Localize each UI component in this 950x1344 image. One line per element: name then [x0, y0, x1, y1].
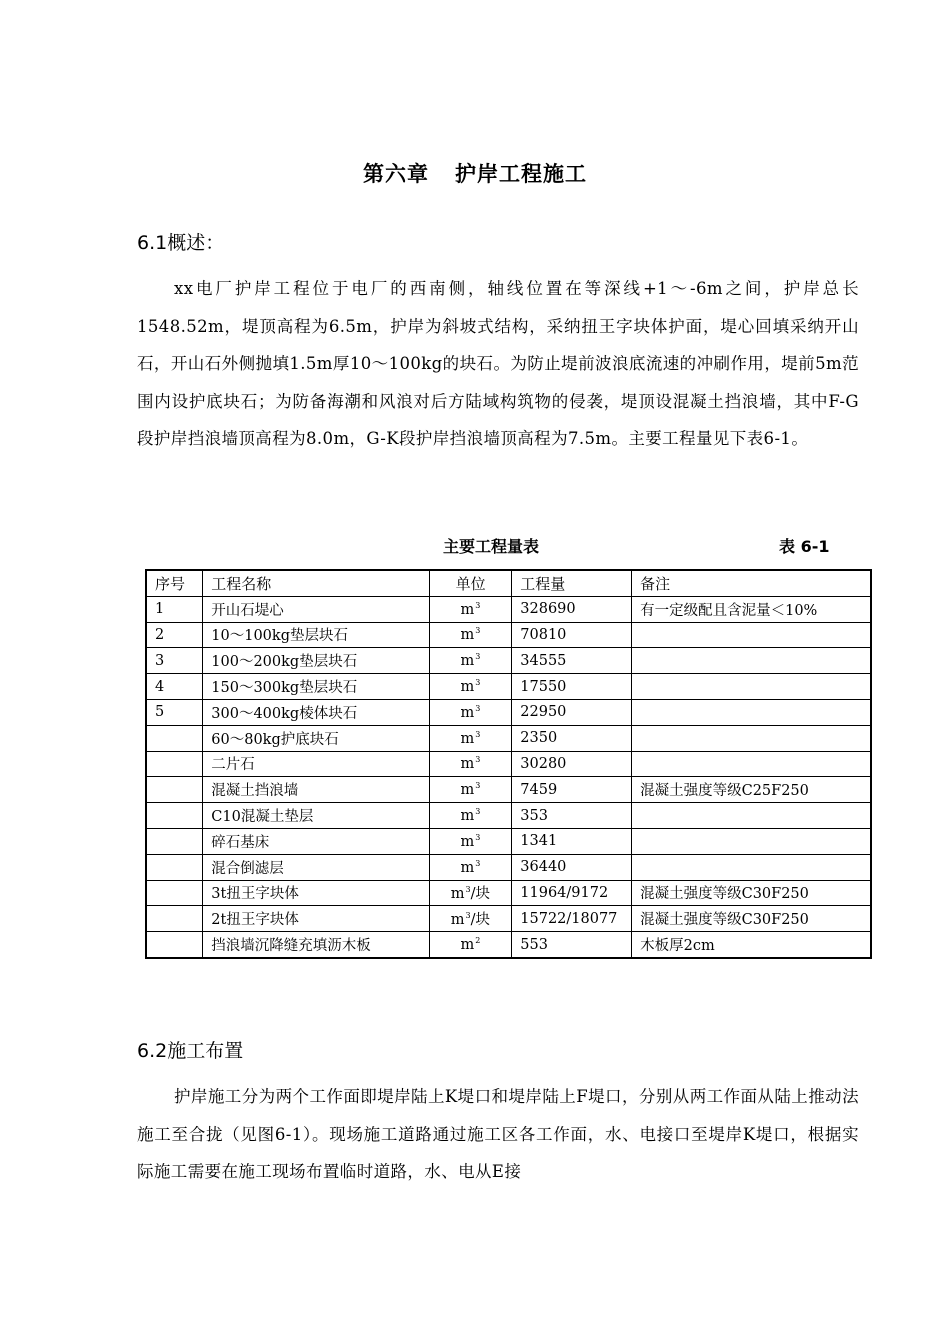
cell-quantity: 2350	[512, 725, 632, 751]
cell-quantity: 17550	[512, 674, 632, 700]
table-row	[146, 751, 871, 777]
unit-suffix: /块	[470, 886, 491, 903]
section-heading-layout: 6.2施工布置	[137, 1040, 244, 1062]
column-header-remark: 备注	[632, 570, 871, 596]
table-row	[146, 828, 871, 854]
table-row	[146, 932, 871, 958]
cell-quantity: 15722/18077	[512, 906, 632, 932]
cell-remark	[632, 622, 871, 648]
chapter-title	[0, 158, 950, 188]
table-row	[146, 854, 871, 880]
unit-exponent: 3	[475, 832, 481, 842]
unit-exponent: 3	[475, 858, 481, 868]
cell-no	[146, 725, 203, 751]
cell-no: 5	[146, 699, 203, 725]
cell-unit	[429, 777, 512, 803]
table-body	[146, 596, 871, 958]
cell-no	[146, 880, 203, 906]
unit-exponent: 3	[475, 781, 481, 791]
cell-unit	[429, 648, 512, 674]
cell-name: 10～100kg垫层块石	[203, 622, 429, 648]
cell-name: C10混凝土垫层	[203, 803, 429, 829]
table-row	[146, 906, 871, 932]
cell-quantity: 553	[512, 932, 632, 958]
cell-no	[146, 777, 203, 803]
cell-remark: 有一定级配且含泥量＜10%	[632, 596, 871, 622]
cell-name: 开山石堤心	[203, 596, 429, 622]
cell-remark	[632, 854, 871, 880]
cell-quantity: 36440	[512, 854, 632, 880]
quantities-table	[145, 569, 872, 959]
cell-quantity: 328690	[512, 596, 632, 622]
cell-unit	[429, 674, 512, 700]
unit-base: m	[460, 653, 475, 670]
chapter-name: 护岸工程施工	[455, 162, 587, 186]
cell-remark	[632, 648, 871, 674]
cell-name: 100～200kg垫层块石	[203, 648, 429, 674]
column-header-no: 序号	[146, 570, 203, 596]
cell-unit	[429, 880, 512, 906]
cell-name: 2t扭王字块体	[203, 906, 429, 932]
cell-unit	[429, 751, 512, 777]
unit-base: m	[460, 859, 475, 876]
unit-exponent: 3	[475, 678, 481, 688]
cell-unit	[429, 725, 512, 751]
cell-unit	[429, 622, 512, 648]
cell-name: 150～300kg垫层块石	[203, 674, 429, 700]
cell-unit	[429, 699, 512, 725]
cell-remark	[632, 699, 871, 725]
cell-remark: 混凝土强度等级C30F250	[632, 906, 871, 932]
cell-quantity: 22950	[512, 699, 632, 725]
unit-base: m	[460, 679, 475, 696]
unit-base: m	[460, 782, 475, 799]
unit-exponent: 3	[475, 729, 481, 739]
cell-quantity: 1341	[512, 828, 632, 854]
cell-remark: 木板厚2cm	[632, 932, 871, 958]
cell-no	[146, 854, 203, 880]
unit-base: m	[460, 937, 475, 954]
cell-name: 碎石基床	[203, 828, 429, 854]
unit-exponent: 3	[475, 703, 481, 713]
cell-quantity: 7459	[512, 777, 632, 803]
unit-base: m	[460, 704, 475, 721]
table-row	[146, 596, 871, 622]
unit-base: m	[460, 601, 475, 618]
table-header-row	[146, 570, 871, 596]
unit-base: m	[450, 886, 465, 903]
cell-unit	[429, 932, 512, 958]
column-header-name: 工程名称	[203, 570, 429, 596]
table-row	[146, 648, 871, 674]
cell-no	[146, 751, 203, 777]
cell-quantity: 34555	[512, 648, 632, 674]
unit-exponent: 3	[465, 885, 471, 895]
cell-no: 1	[146, 596, 203, 622]
unit-exponent: 3	[475, 652, 481, 662]
cell-name: 60～80kg护底块石	[203, 725, 429, 751]
unit-exponent: 3	[465, 911, 471, 921]
cell-no: 2	[146, 622, 203, 648]
unit-exponent: 3	[475, 600, 481, 610]
unit-exponent: 2	[475, 936, 481, 946]
cell-name: 3t扭王字块体	[203, 880, 429, 906]
unit-suffix: /块	[470, 912, 491, 929]
cell-no	[146, 906, 203, 932]
table-number: 表 6-1	[779, 537, 830, 556]
column-header-unit: 单位	[429, 570, 512, 596]
unit-base: m	[460, 756, 475, 773]
cell-quantity: 353	[512, 803, 632, 829]
cell-remark: 混凝土强度等级C25F250	[632, 777, 871, 803]
column-header-quantity: 工程量	[512, 570, 632, 596]
cell-unit	[429, 596, 512, 622]
cell-name: 混凝土挡浪墙	[203, 777, 429, 803]
unit-base: m	[460, 627, 475, 644]
cell-remark	[632, 803, 871, 829]
cell-no	[146, 803, 203, 829]
cell-quantity: 30280	[512, 751, 632, 777]
unit-base: m	[460, 730, 475, 747]
unit-exponent: 3	[475, 807, 481, 817]
cell-no: 4	[146, 674, 203, 700]
layout-paragraph: 护岸施工分为两个工作面即堤岸陆上K堤口和堤岸陆上F堤口，分别从两工作面从陆上推动法施工至合拢（见图6-1）。现场施工道路通过施工区各工作面，水、电接口至堤岸K堤口，根据实际施工需要在施工现场布置临时道路，水、电从E接	[137, 1087, 859, 1182]
cell-remark	[632, 674, 871, 700]
cell-quantity: 70810	[512, 622, 632, 648]
unit-exponent: 3	[475, 755, 481, 765]
table-row	[146, 777, 871, 803]
cell-unit	[429, 906, 512, 932]
overview-paragraph: xx电厂护岸工程位于电厂的西南侧，轴线位置在等深线+1～-6m之间，护岸总长1548.52m，堤顶高程为6.5m，护岸为斜坡式结构，采纳扭王字块体护面，堤心回填采纳开山石，开山石外侧抛填1.5m厚10～100kg的块石。为防止堤前波浪底流速的冲刷作用，堤前5m范围内设护底块石；为防备海潮和风浪对后方陆域构筑物的侵袭，堤顶设混凝土挡浪墙，其中F-G段护岸挡浪墙顶高程为8.0m，G-K段护岸挡浪墙顶高程为7.5m。主要工程量见下表6-1。	[137, 279, 859, 449]
unit-base: m	[450, 912, 465, 929]
table-row	[146, 803, 871, 829]
unit-base: m	[460, 808, 475, 825]
table-row	[146, 622, 871, 648]
table-row	[146, 880, 871, 906]
cell-quantity: 11964/9172	[512, 880, 632, 906]
cell-no: 3	[146, 648, 203, 674]
cell-name: 二片石	[203, 751, 429, 777]
table-row	[146, 725, 871, 751]
cell-name: 混合倒滤层	[203, 854, 429, 880]
table-row	[146, 699, 871, 725]
unit-exponent: 3	[475, 626, 481, 636]
cell-unit	[429, 854, 512, 880]
cell-remark	[632, 751, 871, 777]
cell-name: 300～400kg棱体块石	[203, 699, 429, 725]
table-row	[146, 674, 871, 700]
cell-name: 挡浪墙沉降缝充填沥木板	[203, 932, 429, 958]
cell-unit	[429, 828, 512, 854]
cell-remark: 混凝土强度等级C30F250	[632, 880, 871, 906]
cell-no	[146, 828, 203, 854]
unit-base: m	[460, 833, 475, 850]
cell-no	[146, 932, 203, 958]
cell-remark	[632, 725, 871, 751]
table-title: 主要工程量表	[442, 537, 539, 556]
section-heading-overview: 6.1概述：	[137, 232, 225, 254]
cell-unit	[429, 803, 512, 829]
cell-remark	[632, 828, 871, 854]
chapter-number: 第六章	[363, 162, 429, 186]
